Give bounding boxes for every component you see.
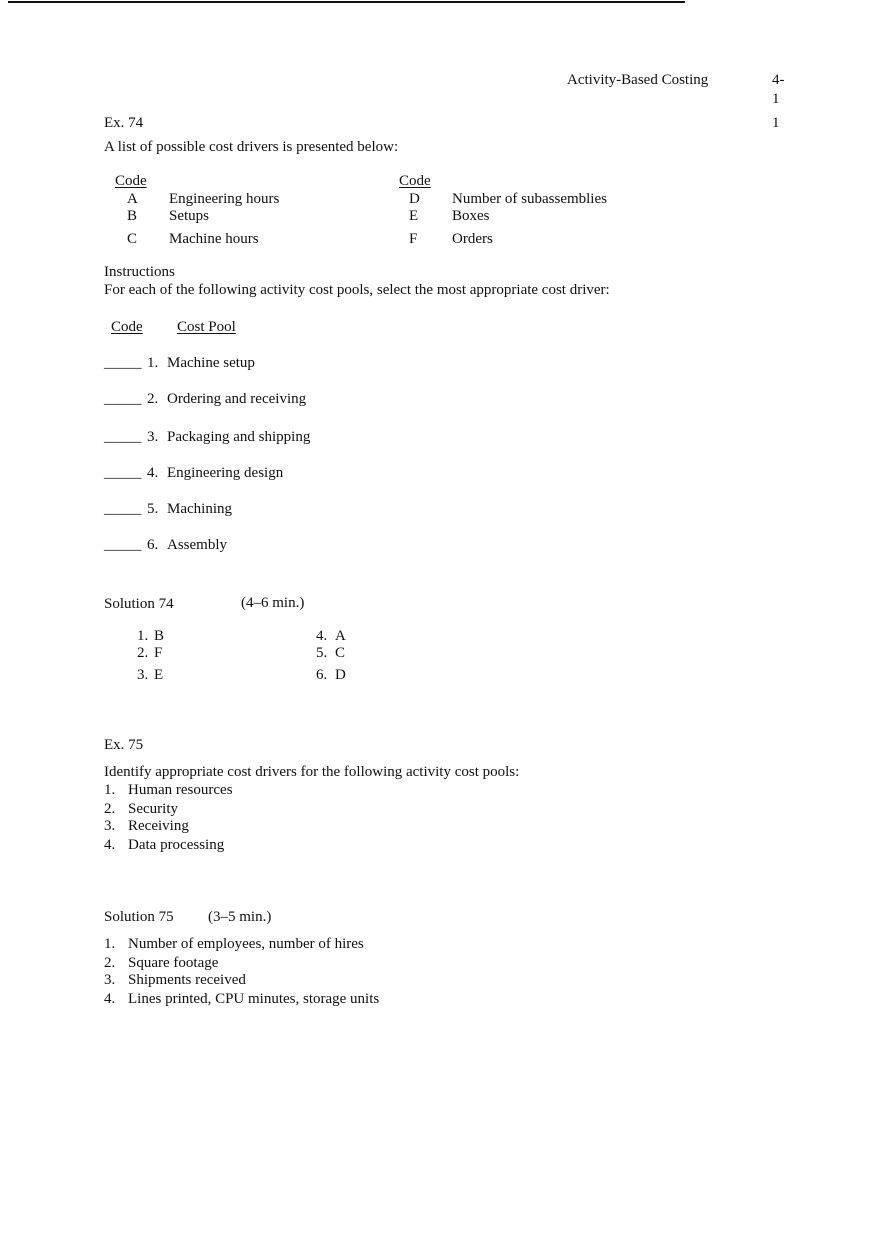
answer-num: 2. [137, 645, 149, 661]
list-label: Receiving [128, 818, 189, 834]
driver-label: Boxes [452, 208, 490, 224]
driver-code: C [127, 231, 138, 247]
ex75-intro: Identify appropriate cost drivers for the following activity cost pools: [104, 764, 520, 780]
answer-num: 6. [316, 667, 328, 683]
answer-num: 4. [316, 628, 328, 644]
driver-label: Engineering hours [169, 191, 280, 207]
cost-pool-num: 2. [147, 391, 159, 407]
driver-code: A [127, 191, 138, 207]
list-label: Human resources [128, 782, 233, 798]
page-number-line-3: 1 [772, 115, 780, 131]
driver-code: D [409, 191, 420, 207]
answer-blank: _____ [104, 391, 142, 407]
cost-pool-label: Machine setup [167, 355, 255, 371]
driver-label: Orders [452, 231, 493, 247]
cost-pool-label: Assembly [167, 537, 227, 553]
driver-code-header-left: Code [115, 173, 147, 189]
cost-pool-num: 4. [147, 465, 159, 481]
list-label: Security [128, 801, 178, 817]
answer-value: C [335, 645, 346, 661]
column-header-cost-pool: Cost Pool [177, 319, 236, 335]
list-label: Data processing [128, 837, 225, 853]
sol74-heading: Solution 74 [104, 596, 174, 612]
sol74-time: (4–6 min.) [241, 595, 305, 611]
cost-pool-num: 5. [147, 501, 159, 517]
cost-pool-num: 3. [147, 429, 159, 445]
answer-blank: _____ [104, 429, 142, 445]
driver-label: Setups [169, 208, 210, 224]
answer-value: A [335, 628, 346, 644]
instructions-text: For each of the following activity cost pools, select the most appropriate cost driver: [104, 282, 610, 298]
sol75-time: (3–5 min.) [208, 909, 272, 925]
sol75-heading: Solution 75 [104, 909, 174, 925]
ex74-intro: A list of possible cost drivers is presented below: [104, 139, 399, 155]
top-rule [8, 1, 685, 3]
cost-pool-label: Ordering and receiving [167, 391, 307, 407]
column-header-code: Code [111, 319, 143, 335]
list-num: 1. [104, 782, 116, 798]
cost-pool-label: Machining [167, 501, 232, 517]
answer-value: F [154, 645, 163, 661]
cost-pool-num: 6. [147, 537, 159, 553]
page-number-line-2: 1 [772, 91, 780, 107]
driver-label: Number of subassemblies [452, 191, 607, 207]
answer-value: B [154, 628, 165, 644]
list-num: 4. [104, 837, 116, 853]
driver-code: F [409, 231, 418, 247]
driver-code-header-right: Code [399, 173, 431, 189]
answer-blank: _____ [104, 355, 142, 371]
ex74-heading: Ex. 74 [104, 115, 144, 131]
answer-num: 3. [137, 667, 149, 683]
list-label: Number of employees, number of hires [128, 936, 364, 952]
list-label: Square footage [128, 955, 219, 971]
answer-blank: _____ [104, 465, 142, 481]
answer-num: 5. [316, 645, 328, 661]
answer-blank: _____ [104, 537, 142, 553]
list-num: 4. [104, 991, 116, 1007]
list-num: 1. [104, 936, 116, 952]
cost-pool-label: Packaging and shipping [167, 429, 311, 445]
driver-code: B [127, 208, 138, 224]
list-label: Lines printed, CPU minutes, storage units [128, 991, 380, 1007]
list-num: 3. [104, 972, 116, 988]
cost-pool-label: Engineering design [167, 465, 284, 481]
driver-code: E [409, 208, 419, 224]
list-num: 3. [104, 818, 116, 834]
answer-num: 1. [137, 628, 149, 644]
list-label: Shipments received [128, 972, 246, 988]
answer-value: D [335, 667, 346, 683]
instructions-heading: Instructions [104, 264, 175, 280]
answer-blank: _____ [104, 501, 142, 517]
driver-label: Machine hours [169, 231, 259, 247]
list-num: 2. [104, 955, 116, 971]
ex75-heading: Ex. 75 [104, 737, 144, 753]
header-title: Activity-Based Costing [567, 72, 709, 88]
cost-pool-num: 1. [147, 355, 159, 371]
list-num: 2. [104, 801, 116, 817]
page-number-line-1: 4- [772, 72, 785, 88]
answer-value: E [154, 667, 164, 683]
